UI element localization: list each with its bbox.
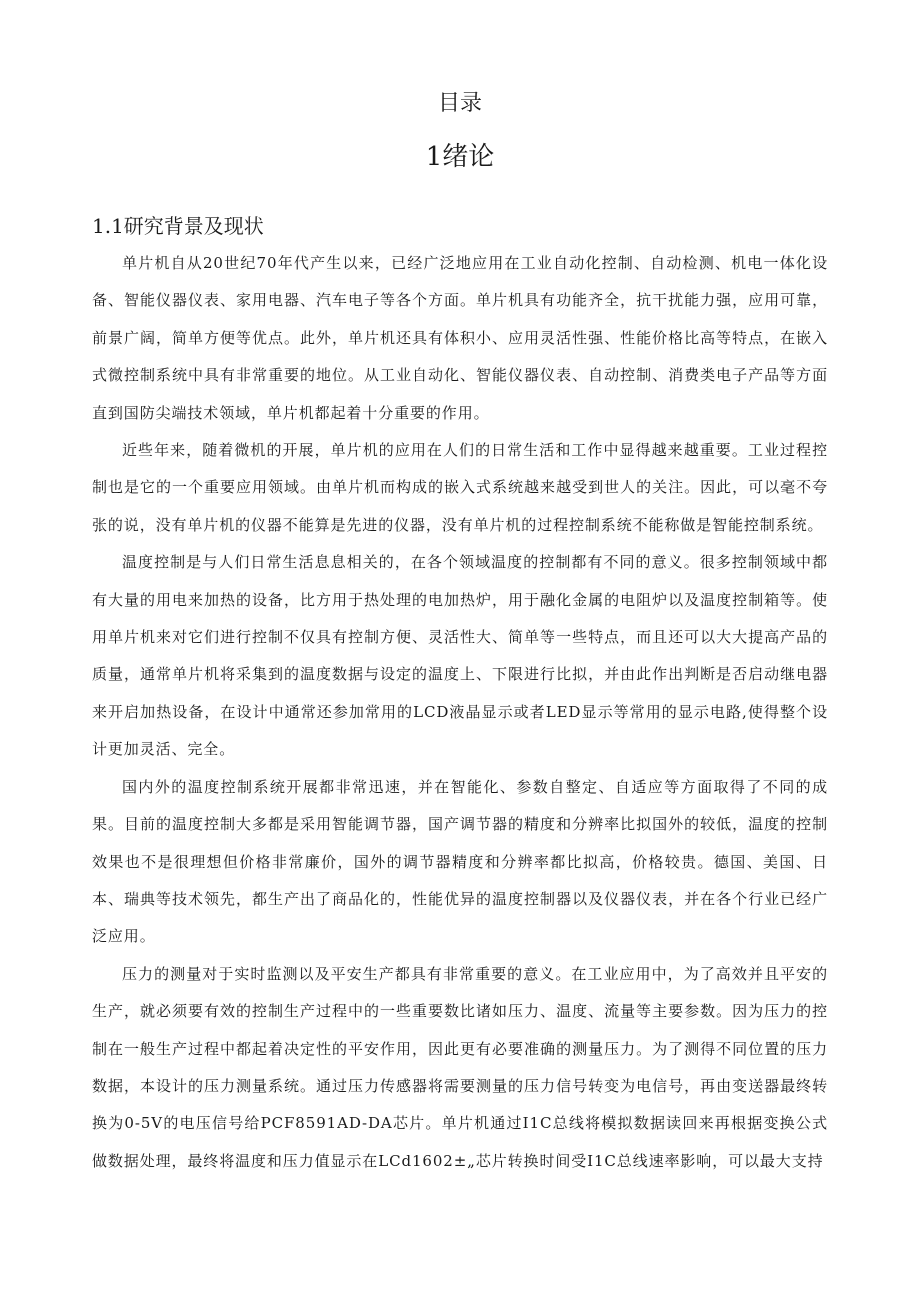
chapter-title: 1绪论 [425, 142, 495, 172]
toc-heading: 目录 [437, 91, 482, 116]
paragraph-3: 温度控制是与人们日常生活息息相关的，在各个领域温度的控制都有不同的意义。很多控制领域中都有大量的用电来加热的设备，比方用于热处理的电加热炉，用于融化金属的电阻炉以及温度控制箱等。使用单片机来对它们进行控制不仅具有控制方便、灵活性大、简单等一些特点，而且还可以大大提高产品的质量，通常单片机将采集到的温度数据与设定的温度上、下限进行比拟，并由此作出判断是否启动继电器来开启加热设备，在设计中通常还参加常用的LCD液晶显示或者LED显示等常用的显示电路,使得整个设计更加灵活、完全。 [92, 553, 828, 759]
paragraph-5: 压力的测量对于实时监测以及平安生产都具有非常重要的意义。在工业应用中，为了高效并且平安的生产，就必须要有效的控制生产过程中的一些重要数比诸如压力、温度、流量等主要参数。因为压力的控制在一般生产过程中都起着决定性的平安作用，因此更有必要准确的测量压力。为了测得不同位置的压力数据，本设计的压力测量系统。通过压力传感器将需要测量的压力信号转变为电信号，再由变送器最终转换为0-5V的电压信号给PCF8591AD-DA芯片。单片机通过I1C总线将模拟数据读回来再根据变换公式做数据处理，最终将温度和压力值显示在LCd1602±„芯片转换时间受I1C总线速率影响，可以最大支持 [92, 964, 828, 1170]
paragraph-2: 近些年来，随着微机的开展，单片机的应用在人们的日常生活和工作中显得越来越重要。工业过程控制也是它的一个重要应用领域。由单片机而构成的嵌入式系统越来越受到世人的关注。因此，可以毫不夸张的说，没有单片机的仪器不能算是先进的仪器，没有单片机的过程控制系统不能称做是智能控制系统。 [92, 441, 828, 534]
section-title: 1.1研究背景及现状 [92, 214, 264, 238]
paragraph-4: 国内外的温度控制系统开展都非常迅速，并在智能化、参数自整定、自适应等方面取得了不同的成果。目前的温度控制大多都是采用智能调节器，国产调节器的精度和分辨率比拟国外的较低，温度的控制效果也不是很理想但价格非常廉价，国外的调节器精度和分辨率都比拟高，价格较贵。德国、美国、日本、瑞典等技术领先，都生产出了商品化的，性能优异的温度控制器以及仪器仪表，并在各个行业已经广泛应用。 [92, 777, 828, 946]
body-text [92, 245, 828, 1180]
paragraph-1: 单片机自从20世纪70年代产生以来，已经广泛地应用在工业自动化控制、自动检测、机电一体化设备、智能仪器仪表、家用电器、汽车电子等各个方面。单片机具有功能齐全，抗干扰能力强，应用可靠，前景广阔，简单方便等优点。此外，单片机还具有体积小、应用灵活性强、性能价格比高等特点，在嵌入式微控制系统中具有非常重要的地位。从工业自动化、智能仪器仪表、自动控制、消费类电子产品等方面直到国防尖端技术领域，单片机都起着十分重要的作用。 [92, 254, 828, 422]
